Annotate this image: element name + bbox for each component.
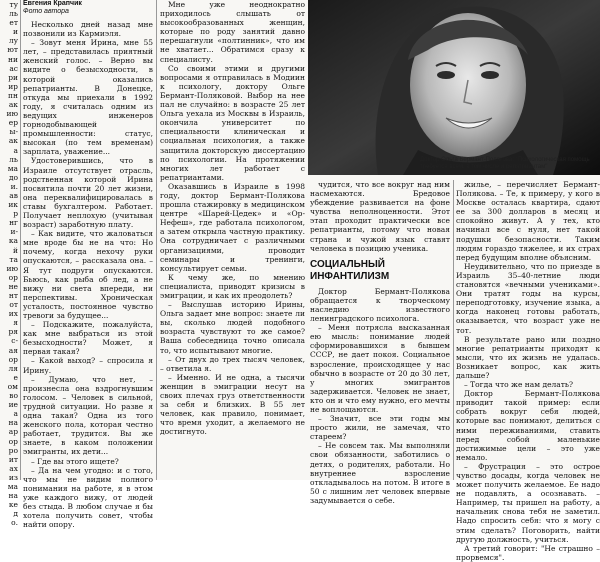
edge-fragment: ля (8, 363, 18, 373)
column-rule (20, 0, 21, 480)
edge-fragment: с- (11, 336, 18, 346)
paragraph: – Подскажите, пожалуйста, как мне выбраться из этой безысходности? Может, я первая такая? (23, 320, 153, 357)
paragraph: – Не совсем так. Мы выполняли свои обязанности, заботились о детях, о родителях, работали. Но внутреннее взросление откладывалось на потом. В итоге в 50 с лишним лет человек впервые задумывается о себе. (310, 441, 450, 505)
edge-fragment: во (9, 391, 18, 401)
edge-fragment: до (8, 172, 18, 182)
paragraph: чудится, что все вокруг над ним насмехаются. Бредовое убеждение развивается на фоне чувства неполноценности. Этот этап проходит практически все репатрианты, потому что новая страна и чужой язык ставят человека в позицию ученика. (310, 180, 450, 253)
paragraph: – Именно. И не одна, а тысячи женщин в эмиграции несут на своих плечах груз ответственности за себя и близких. В 55 лет человек, как правило, понимает, что время уходит, а желаемого не достигнуто. (160, 372, 305, 437)
paragraph: Удостоверившись, что в Израиле отсутствует отрасль, родственная которой Ирина посвятила почти 20 лет жизни, она переквалифицировалась в ставы бухгалтером. Работает. Получает неплохую (учитывая возраст) заработную плату. (23, 156, 153, 230)
paragraph: – Где вы этого ищете? (31, 456, 119, 466)
edge-fragment: от (9, 300, 18, 310)
column-two-body (160, 0, 305, 437)
edge-fragment: и (13, 27, 18, 37)
edge-fragment: й (13, 245, 18, 255)
paragraph: – Значит, все эти годы мы просто жили, не замечая, что стареем? (310, 414, 450, 442)
paragraph: В результате рано или поздно многие репатрианты приходят к мысли, что их жизнь не удалась. Возникает вопрос, как жить дальше? (456, 334, 600, 380)
edge-fragment: е (13, 372, 18, 382)
edge-fragment: пн (8, 90, 18, 100)
edge-fragment: ет (9, 18, 18, 28)
edge-fragment: ер (8, 118, 18, 128)
portrait-photo (308, 0, 600, 175)
paragraph: Неудивительно, что по приезде в Израиль 35–40-летние люди становятся «вечными учениками». Они тратят годы на курсы, переподготовку, изучение языка, а когда наконец готовы работать, оказывается, что возраст уже не тот. (456, 261, 600, 335)
edge-fragment: а (13, 145, 18, 155)
paragraph: – Тогда что же нам делать? (464, 380, 574, 390)
edge-fragment: р (13, 209, 18, 219)
edge-fragment: лу (8, 36, 18, 46)
paragraph: А третий говорит: "Не страшно – прорвемся". (456, 543, 600, 562)
edge-fragment: ар (8, 427, 18, 437)
edge-fragment: д (13, 509, 18, 519)
edge-fragment: я (13, 318, 18, 328)
edge-fragment: ка (8, 236, 18, 246)
paragraph: – Фрустрация – это острое чувство досады, когда человек не может получить желаемое. Ее надо не подавлять, а осознавать. – Например, ты пришел на работу, а начальник снова тебя не заметил. Надо спросить себя: что я могу с этим сделать? Поговорить, найти другую должность, учиться. (456, 461, 600, 544)
edge-fragment: ке (8, 500, 18, 510)
column-three-intro (310, 180, 450, 253)
paragraph: жилье, – перечисляет Бермант-Полякова. – Те, к примеру, у кого в Москве осталась квартира, сдают ее за 300 долларов в месяц и спокойно живут. А у тех, кто начинал все с нуля, нет такой подушки безопасности. Таким людям гораздо тяжелее, и их страх перед будущим вполне объясним. (456, 180, 600, 262)
column-four-body (456, 180, 600, 562)
edge-fragment: ту (9, 0, 18, 9)
edge-fragment: ы- (9, 127, 18, 137)
edge-fragment: ие (8, 400, 18, 410)
article-column-three (310, 180, 450, 505)
column-rule (156, 0, 157, 480)
paragraph: – Думаю, что нет, – произнесла она вздрогнувшим голосом. – Человек в сильной, трудной ситуации. Но разве я одна такая? Одна из того женского пола, которая честно работает, трудится. Вы же знаете, в каком положении эмигранты, их дети... (23, 374, 153, 457)
edge-fragment: ию (6, 109, 18, 119)
paragraph: – Какой выход? – спросила я Ирину. (23, 356, 153, 375)
edge-fragment: не (8, 281, 18, 291)
edge-fragment: ир (8, 81, 18, 91)
edge-fragment: ро (8, 445, 18, 455)
author-role: Фото автора (23, 8, 69, 15)
paragraph: Мне уже неоднократно приходилось слышать от высокообразованных женщин, которые по роду занятий давно перешагнули «полтинник», что им не хватает... Обратимся сразу к специалисту. (160, 0, 305, 64)
edge-fragment: ак (8, 100, 18, 110)
paragraph: – Зовут меня Ирина, мне 55 лет, – представилась приятный женский голос. – Верно вы видите о безысходности, в которой оказались репатрианты. В Донецке, откуда мы приехали в 1992 году, я считалась одним из ведущих инженеров горнодобывающей промышленности: статус, высокая (по тем временам) зарплата, уважение... (23, 38, 153, 157)
edge-fragment: нг (9, 218, 18, 228)
edge-fragment: ит (8, 454, 18, 464)
paragraph: – От двух до трех тысяч человек, – ответила я. (160, 354, 305, 373)
edge-column (0, 0, 18, 528)
paragraph: Несколько дней назад мне позвонили из Кармиэля. (23, 20, 153, 39)
edge-fragment: и- (10, 227, 18, 237)
edge-fragment: ом (7, 381, 18, 391)
edge-fragment: на (8, 491, 18, 501)
edge-fragment: ас (9, 63, 18, 73)
edge-fragment: ль (9, 154, 18, 164)
edge-fragment: ик (8, 200, 18, 210)
edge-fragment: ая (8, 345, 18, 355)
edge-fragment: ах (9, 463, 18, 473)
column-one-body (23, 20, 153, 529)
article-column-four (456, 180, 600, 562)
article-column-two (160, 0, 305, 480)
edge-fragment: ма (7, 163, 18, 173)
edge-fragment: о. (11, 518, 18, 528)
edge-fragment: ав (9, 190, 18, 200)
edge-fragment: на (8, 418, 18, 428)
edge-fragment: ри (8, 72, 18, 82)
paragraph: – Да на чем угодно: и с того, что мы не видим полного понимания на работе, я в этом уже каждого вижу, от людей без стыда. В любом случае я бы хотела получить совет, чтобы найти опору. (23, 465, 153, 530)
paragraph: Доктор Бермант-Полякова приводит такой пример: если собрать вокруг себя людей, которые вас понимают, делиться с ними переживаниями, ставить перед собой маленькие достижимые цели – это уже немало. (456, 389, 600, 462)
edge-fragment: ор (8, 436, 18, 446)
edge-fragment: ор (8, 354, 18, 364)
column-rule (453, 180, 454, 480)
edge-fragment: из (8, 472, 18, 482)
edge-fragment: ль (9, 9, 18, 19)
column-three-body (310, 287, 450, 505)
edge-fragment: та (9, 254, 18, 264)
paragraph: Оказавшись в Израиле в 1998 году, доктор Бермант-Полякова прошла стажировку в медицинском центре «Шарей-Цедек» и «Ор-Нефеш», где работала психологом, а затем открыла частную практику. Она сотрудничает с различными организациями, проводит семинары и тренинги, консультирует семьи. (160, 181, 305, 273)
edge-fragment: а (13, 409, 18, 419)
edge-fragment: ию (6, 263, 18, 273)
article-column-one (23, 0, 153, 530)
section-heading: СОЦИАЛЬНЫЙ ИНФАНТИЛИЗМ (310, 258, 390, 282)
paragraph: – Как видите, что жаловаться мне вроде бы не на что: Но почему, когда нехочу руки опускаются, – рассказала она. – Я тут подруги опускаются. Бьюсь, как рыба об лед, а не вижу ни света впереди, ни перспективы. Хроническая усталость, постоянное чувство тревоги за будущее... (23, 229, 153, 320)
portrait-image (308, 0, 600, 175)
edge-fragment: ют (7, 45, 18, 55)
paragraph: Доктор Бермант-Полякова обращается к творческому наследию известного ленинградского психолога. (310, 286, 450, 324)
edge-fragment: их (8, 309, 18, 319)
edge-fragment: ни (8, 54, 18, 64)
edge-fragment: нт (8, 291, 18, 300)
edge-fragment: ря (8, 327, 18, 337)
edge-fragment: и. (10, 181, 18, 191)
edge-fragment: ак (8, 136, 18, 146)
paragraph: – Меня потрясла высказанная ею мысль: понимание людей сформировавшихся в бывшем СССР, не дает покоя. Социальное взросление, происходящее у нас обычно в возрасте от 20 до 30 лет, у многих эмигрантов задерживается. Человек не знает, кто он и что ему нужно, его мечты не воплощаются. (310, 323, 450, 414)
author-name: Евгения Крапчик (23, 0, 82, 7)
paragraph: – Выслушав историю Ирины, Ольга задает мне вопрос: знаете ли вы, сколько людей подобного возраста чувствуют то же самое? Ваша собеседница точно описала то, что испытывают многие. (160, 300, 305, 355)
paragraph: К чему же, по мнению специалиста, приводят кризисы в эмиграции, и как их преодолеть? (160, 272, 305, 300)
photo-caption: Доктор Ольга Бермант-Полякова: "Психологическая помощь требуется всем, в том числе и репатриантам" (420, 157, 590, 170)
edge-fragment: ор (8, 272, 18, 282)
paragraph: Со своими этими и другими вопросами я отправилась в Модиин к психологу, доктору Ольге Бермант-Поляковой. Выбор на нее пал не случайно: в возрасте 25 лет Ольга уехала из Москвы в Израиль, окончила университет по специальности клиническая и социальная психология, а также защитила докторскую диссертацию по психологии. На протяжении многих лет работает с репатриантами. (160, 63, 305, 182)
edge-fragment: ма (7, 481, 18, 491)
